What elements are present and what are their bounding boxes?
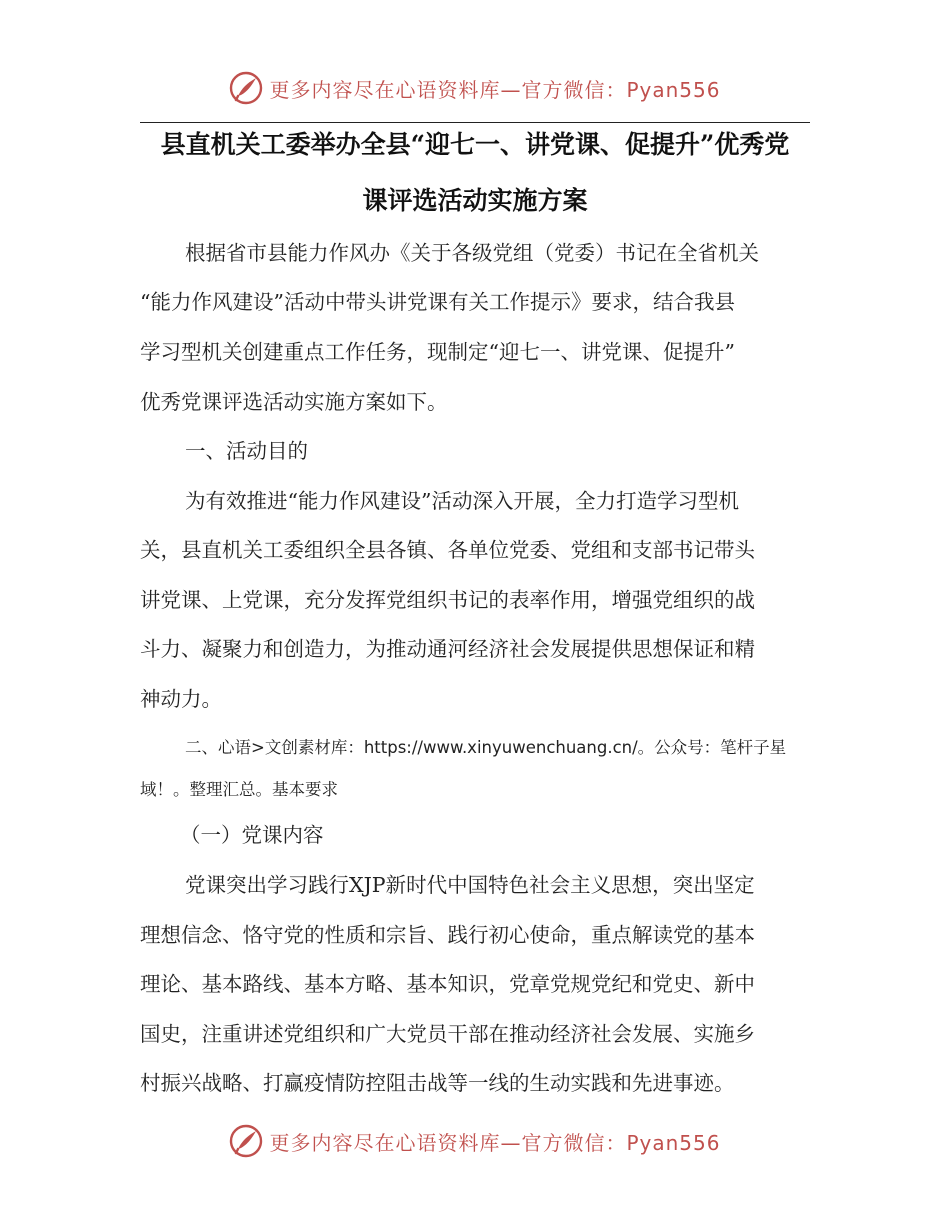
paragraph-line: 域！。整理汇总。基本要求 <box>140 780 338 799</box>
paragraph-line: 根据省市县能力作风办《关于各级党组（党委）书记在全省机关 <box>185 241 759 265</box>
header-rule <box>140 122 810 123</box>
paragraph-line: 国史，注重讲述党组织和广大党员干部在推动经济社会发展、实施乡 <box>140 1022 755 1046</box>
watermark-banner-bottom <box>0 1119 950 1163</box>
subsection-heading: （一）党课内容 <box>180 823 324 847</box>
paragraph-line: 为有效推进“能力作风建设”活动深入开展，全力打造学习型机 <box>185 489 739 513</box>
watermark-text: 更多内容尽在心语资料库—官方微信：Pyan556 <box>269 1130 721 1155</box>
quill-logo-icon <box>229 71 263 105</box>
paragraph-line: “能力作风建设”活动中带头讲党课有关工作提示》要求，结合我县 <box>140 290 735 314</box>
document-title-line-1: 县直机关工委举办全县“迎七一、讲党课、促提升”优秀党 <box>160 130 790 159</box>
paragraph-line: 理论、基本路线、基本方略、基本知识，党章党规党纪和党史、新中 <box>140 972 755 996</box>
section-heading: 一、活动目的 <box>185 439 308 463</box>
paragraph-line: 党课突出学习践行XJP新时代中国特色社会主义思想，突出坚定 <box>185 873 755 897</box>
quill-logo-icon <box>229 1124 263 1158</box>
paragraph-line: 斗力、凝聚力和创造力，为推动通河经济社会发展提供思想保证和精 <box>140 637 755 661</box>
paragraph-line: 神动力。 <box>140 687 222 711</box>
paragraph-line: 讲党课、上党课，充分发挥党组织书记的表率作用，增强党组织的战 <box>140 588 755 612</box>
paragraph-line: 学习型机关创建重点工作任务，现制定“迎七一、讲党课、促提升” <box>140 340 735 364</box>
paragraph-line: 理想信念、恪守党的性质和宗旨、践行初心使命，重点解读党的基本 <box>140 923 755 947</box>
section-heading-with-link: 二、心语>文创素材库：https://www.xinyuwenchuang.cn/。公众号：笔杆子星 <box>185 738 787 757</box>
document-title-line-2: 课评选活动实施方案 <box>362 186 588 215</box>
watermark-banner-top <box>0 66 950 110</box>
watermark-text: 更多内容尽在心语资料库—官方微信：Pyan556 <box>269 77 721 102</box>
paragraph-line: 优秀党课评选活动实施方案如下。 <box>140 390 448 414</box>
paragraph-line: 关，县直机关工委组织全县各镇、各单位党委、党组和支部书记带头 <box>140 538 755 562</box>
paragraph-line: 村振兴战略、打赢疫情防控阻击战等一线的生动实践和先进事迹。 <box>140 1071 735 1095</box>
